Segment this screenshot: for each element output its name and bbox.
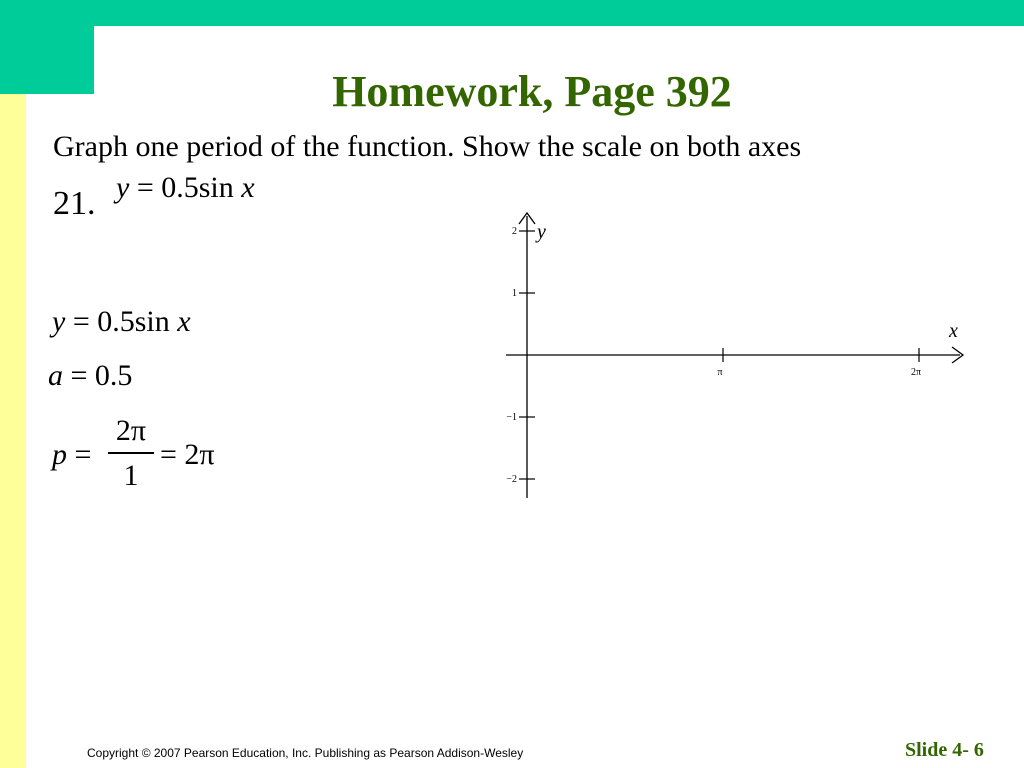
slide-number: Slide 4- 6	[905, 739, 984, 761]
y-tick-label: −2	[506, 474, 517, 485]
work3-equals-2: =	[160, 438, 177, 471]
work3-result: 2π	[184, 438, 215, 471]
work3-rhs	[160, 437, 215, 473]
top-accent-bar	[0, 0, 1024, 26]
work1-var-x: x	[177, 305, 191, 338]
fraction-denominator: 1	[123, 459, 139, 492]
y-tick-label: −1	[506, 412, 517, 423]
eq-var-x: x	[241, 171, 255, 204]
x-axis-label: x	[949, 320, 958, 342]
copyright-footer: Copyright © 2007 Pearson Education, Inc. Publishing as Pearson Addison-Wesley	[87, 746, 524, 760]
fraction-numerator: 2π	[115, 414, 147, 447]
problem-number: 21.	[53, 185, 96, 222]
work-line-1	[52, 304, 191, 340]
work-line-2	[48, 358, 132, 394]
work3-var-p: p	[52, 438, 67, 471]
eq-coefficient: 0.5	[161, 171, 199, 204]
x-tick-label: 2π	[910, 367, 922, 378]
x-tick-label: π	[717, 367, 723, 378]
work2-var-a: a	[48, 359, 63, 392]
fraction-bar	[108, 452, 154, 454]
work2-value: 0.5	[94, 359, 133, 392]
coordinate-graph	[500, 210, 970, 505]
work1-coefficient: 0.5	[97, 305, 135, 338]
y-axis-label: y	[537, 221, 546, 243]
work3-lhs	[52, 437, 91, 473]
work2-equals: =	[70, 359, 88, 392]
problem-equation	[116, 170, 255, 206]
slide-title: Homework, Page 392	[332, 67, 732, 116]
work1-var-y: y	[52, 305, 66, 338]
work3-equals: =	[74, 438, 92, 471]
y-tick-label: 2	[512, 226, 517, 237]
x-ticks	[717, 348, 921, 378]
y-tick-label: 1	[512, 288, 517, 299]
eq-function: sin	[198, 171, 234, 204]
instruction-text: Graph one period of the function. Show the scale on both axes	[53, 130, 802, 163]
eq-var-y: y	[116, 171, 130, 204]
work1-function: sin	[134, 305, 170, 338]
work3-fraction	[108, 412, 154, 496]
work1-equals: =	[72, 305, 90, 338]
eq-equals: =	[136, 171, 154, 204]
